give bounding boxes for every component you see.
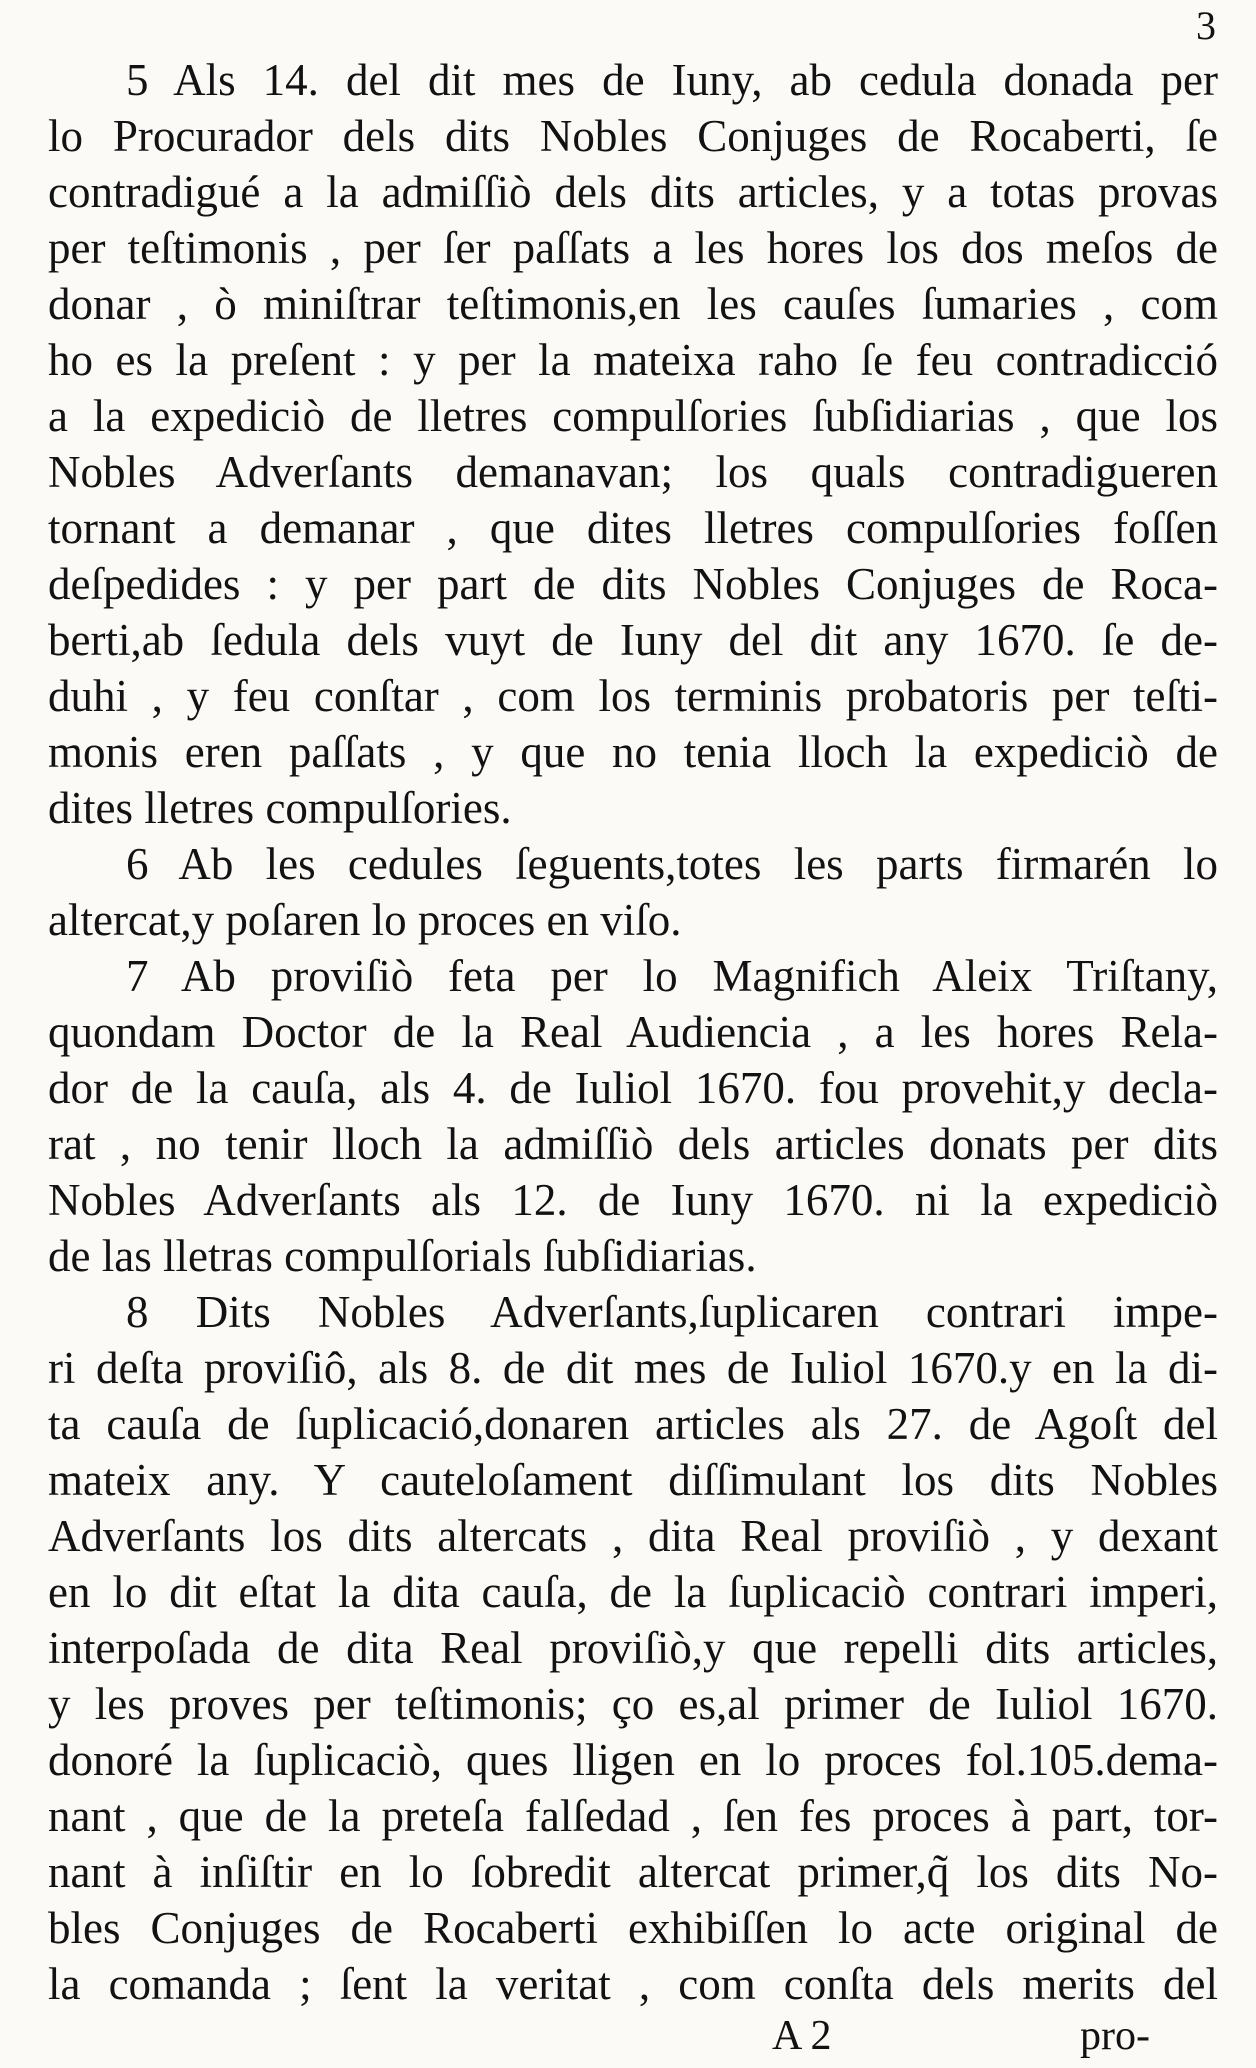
folio-number: 3: [1196, 3, 1216, 48]
text-line: bles Conjuges de Rocaberti exhibiſſen lo acte original de: [48, 1903, 1218, 1953]
text-line: deſpedides : y per part de dits Nobles Conjuges de Roca-: [48, 559, 1218, 609]
text-line: monis eren paſſats , y que no tenia lloch la expediciò de: [48, 727, 1218, 777]
text-line: duhi , y feu conſtar , com los terminis probatoris per teſti-: [48, 671, 1218, 721]
text-line: 6 Ab les cedules ſeguents,totes les parts firmarén lo: [126, 839, 1218, 889]
text-line: 8 Dits Nobles Adverſants,ſuplicaren contrari impe-: [126, 1287, 1218, 1337]
text-line: quondam Doctor de la Real Audiencia , a les hores Rela-: [48, 1007, 1218, 1057]
text-line: 5 Als 14. del dit mes de Iuny, ab cedula donada per: [126, 55, 1218, 105]
text-line: altercat,y poſaren lo proces en viſo.: [48, 895, 682, 945]
text-line: lo Procurador dels dits Nobles Conjuges de Rocaberti, ſe: [48, 111, 1218, 161]
text-line: Nobles Adverſants demanavan; los quals contradigueren: [48, 447, 1218, 497]
text-line: la comanda ; ſent la veritat , com conſta dels merits del: [48, 1959, 1218, 2009]
catchword: pro-: [1080, 2013, 1150, 2059]
text-line: contradigué a la admiſſiò dels dits articles, y a totas provas: [48, 167, 1218, 217]
text-line: ho es la preſent : y per la mateixa raho ſe feu contradicció: [48, 335, 1218, 385]
text-line: dites lletres compulſories.: [48, 783, 512, 833]
text-line: dor de la cauſa, als 4. de Iuliol 1670. fou provehit,y decla-: [48, 1063, 1218, 1113]
text-line: per teſtimonis , per ſer paſſats a les hores los dos meſos de: [48, 223, 1218, 273]
text-line: Nobles Adverſants als 12. de Iuny 1670. ni la expediciò: [48, 1175, 1218, 1225]
text-line: rat , no tenir lloch la admiſſiò dels articles donats per dits: [48, 1119, 1218, 1169]
text-line: interpoſada de dita Real proviſiò,y que repelli dits articles,: [48, 1623, 1218, 1673]
text-line: ta cauſa de ſuplicació,donaren articles als 27. de Agoſt del: [48, 1399, 1218, 1449]
text-line: en lo dit eſtat la dita cauſa, de la ſuplicaciò contrari imperi,: [48, 1567, 1218, 1617]
text-line: donoré la ſuplicaciò, ques lligen en lo proces fol.105.dema-: [48, 1735, 1218, 1785]
text-line: berti,ab ſedula dels vuyt de Iuny del dit any 1670. ſe de-: [48, 615, 1218, 665]
text-line: ri deſta proviſiô, als 8. de dit mes de Iuliol 1670.y en la di-: [48, 1343, 1218, 1393]
text-line: nant , que de la preteſa falſedad , ſen fes proces à part, tor-: [48, 1791, 1218, 1841]
text-line: mateix any. Y cauteloſament diſſimulant los dits Nobles: [48, 1455, 1218, 1505]
body-text: [48, 52, 1218, 2012]
page-footer: [0, 2008, 1256, 2064]
text-line: a la expediciò de lletres compulſories ſubſidiarias , que los: [48, 391, 1218, 441]
text-line: de las lletras compulſorials ſubſidiarias.: [48, 1231, 757, 1281]
text-line: y les proves per teſtimonis; ço es,al primer de Iuliol 1670.: [48, 1679, 1218, 1729]
text-line: 7 Ab proviſiò feta per lo Magnifich Aleix Triſtany,: [126, 951, 1218, 1001]
text-line: Adverſants los dits altercats , dita Real proviſiò , y dexant: [48, 1511, 1218, 1561]
text-line: nant à inſiſtir en lo ſobredit altercat primer,q̃ los dits No-: [48, 1847, 1218, 1897]
text-line: donar , ò miniſtrar teſtimonis,en les cauſes ſumaries , com: [48, 279, 1218, 329]
signature-mark: A 2: [772, 2013, 832, 2059]
text-line: tornant a demanar , que dites lletres compulſories foſſen: [48, 503, 1218, 553]
